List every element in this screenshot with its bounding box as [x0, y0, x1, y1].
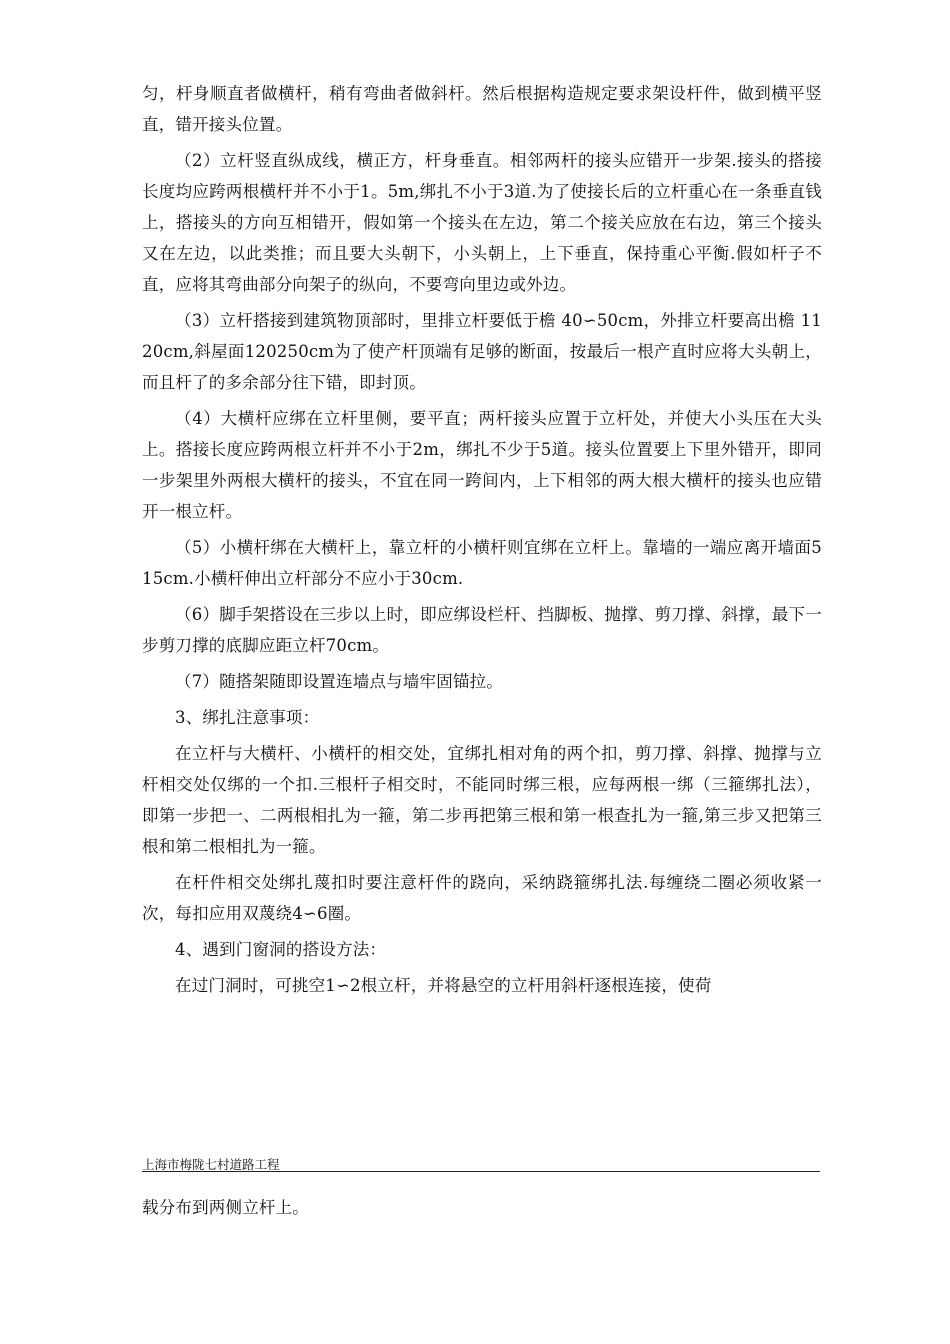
section-heading-4: 4、遇到门窗洞的搭设方法： — [175, 940, 387, 959]
paragraph-binding-1: 在立杆与大横杆、小横杆的相交处，宜绑扎相对角的两个扣，剪刀撑、斜撑、抛撑与立杆相交处仅绑的一个扣.三根杆子相交时，不能同时绑三根，应每两根一绑（三箍绑扎法），即第一步把一、二两根相扎为一箍，第二步再把第三根和第一根查扎为一箍,第三步又把第三根和第二根相扎为一箍。 — [142, 744, 822, 856]
paragraph-item-7: （7）随搭架随即设置连墙点与墙牢固锚拉。 — [175, 672, 503, 691]
paragraph-door-window: 在过门洞时，可挑空1∽2根立杆，并将悬空的立杆用斜杆逐根连接，使荷 — [175, 976, 712, 995]
paragraph-item-2: （2）立杆竖直纵成线，横正方，杆身垂直。相邻两杆的接头应错开一步架.接头的搭接长度均应跨两根横杆并不小于1。5m,绑扎不小于3道.为了使接长后的立杆重心在一条垂直钱上，搭接头的方向互相错开，假如第一个接头在左边，第二个接关应放在右边，第三个接头又在左边，以此类推；而且要大头朝下，小头朝上，上下垂直，保持重心平衡.假如杆子不直，应将其弯曲部分向架子的纵向，不要弯向里边或外边。 — [142, 151, 822, 294]
paragraph-item-3: （3）立杆搭接到建筑物顶部时，里排立杆要低于檐 40∽50cm，外排立杆要高出檐 1120cm,斜屋面120250cm为了使产杆顶端有足够的断面，按最后一根产直时应将大头朝上，而且杆了的多余部分往下错，即封顶。 — [142, 311, 822, 392]
paragraph-item-5: （5）小横杆绑在大横杆上，靠立杆的小横杆则宜绑在立杆上。靠墙的一端应离开墙面515cm.小横杆伸出立杆部分不应小于30cm. — [142, 538, 822, 588]
section-heading-3: 3、绑扎注意事项： — [175, 708, 320, 727]
footer-divider — [142, 1171, 820, 1172]
paragraph-binding-2: 在杆件相交处绑扎蔑扣时要注意杆件的跷向，采纳跷箍绑扎法.每缠绕二圈必须收紧一次，每扣应用双蔑绕4∽6圈。 — [142, 873, 822, 923]
document-body — [142, 78, 822, 1006]
footer-project-name: 上海市梅陇七村道路工程 — [142, 1157, 280, 1172]
paragraph-item-6: （6）脚手架搭设在三步以上时，即应绑设栏杆、挡脚板、抛撑、剪刀撑、斜撑，最下一步剪刀撑的底脚应距立杆70cm。 — [142, 605, 822, 655]
next-page-continuation: 载分布到两侧立杆上。 — [142, 1198, 309, 1217]
paragraph-item-4: （4）大横杆应绑在立杆里侧，要平直；两杆接头应置于立杆处，并使大小头压在大头上。搭接长度应跨两根立杆并不小于2m，绑扎不少于5道。接头位置要上下里外错开，即同一步架里外两根大横杆的接头，不宜在同一跨间内，上下相邻的两大根大横杆的接头也应错开一根立杆。 — [142, 409, 822, 521]
paragraph-continued-intro: 匀，杆身顺直者做横杆，稍有弯曲者做斜杆。然后根据构造规定要求架设杆件，做到横平竖直，错开接头位置。 — [142, 84, 822, 134]
